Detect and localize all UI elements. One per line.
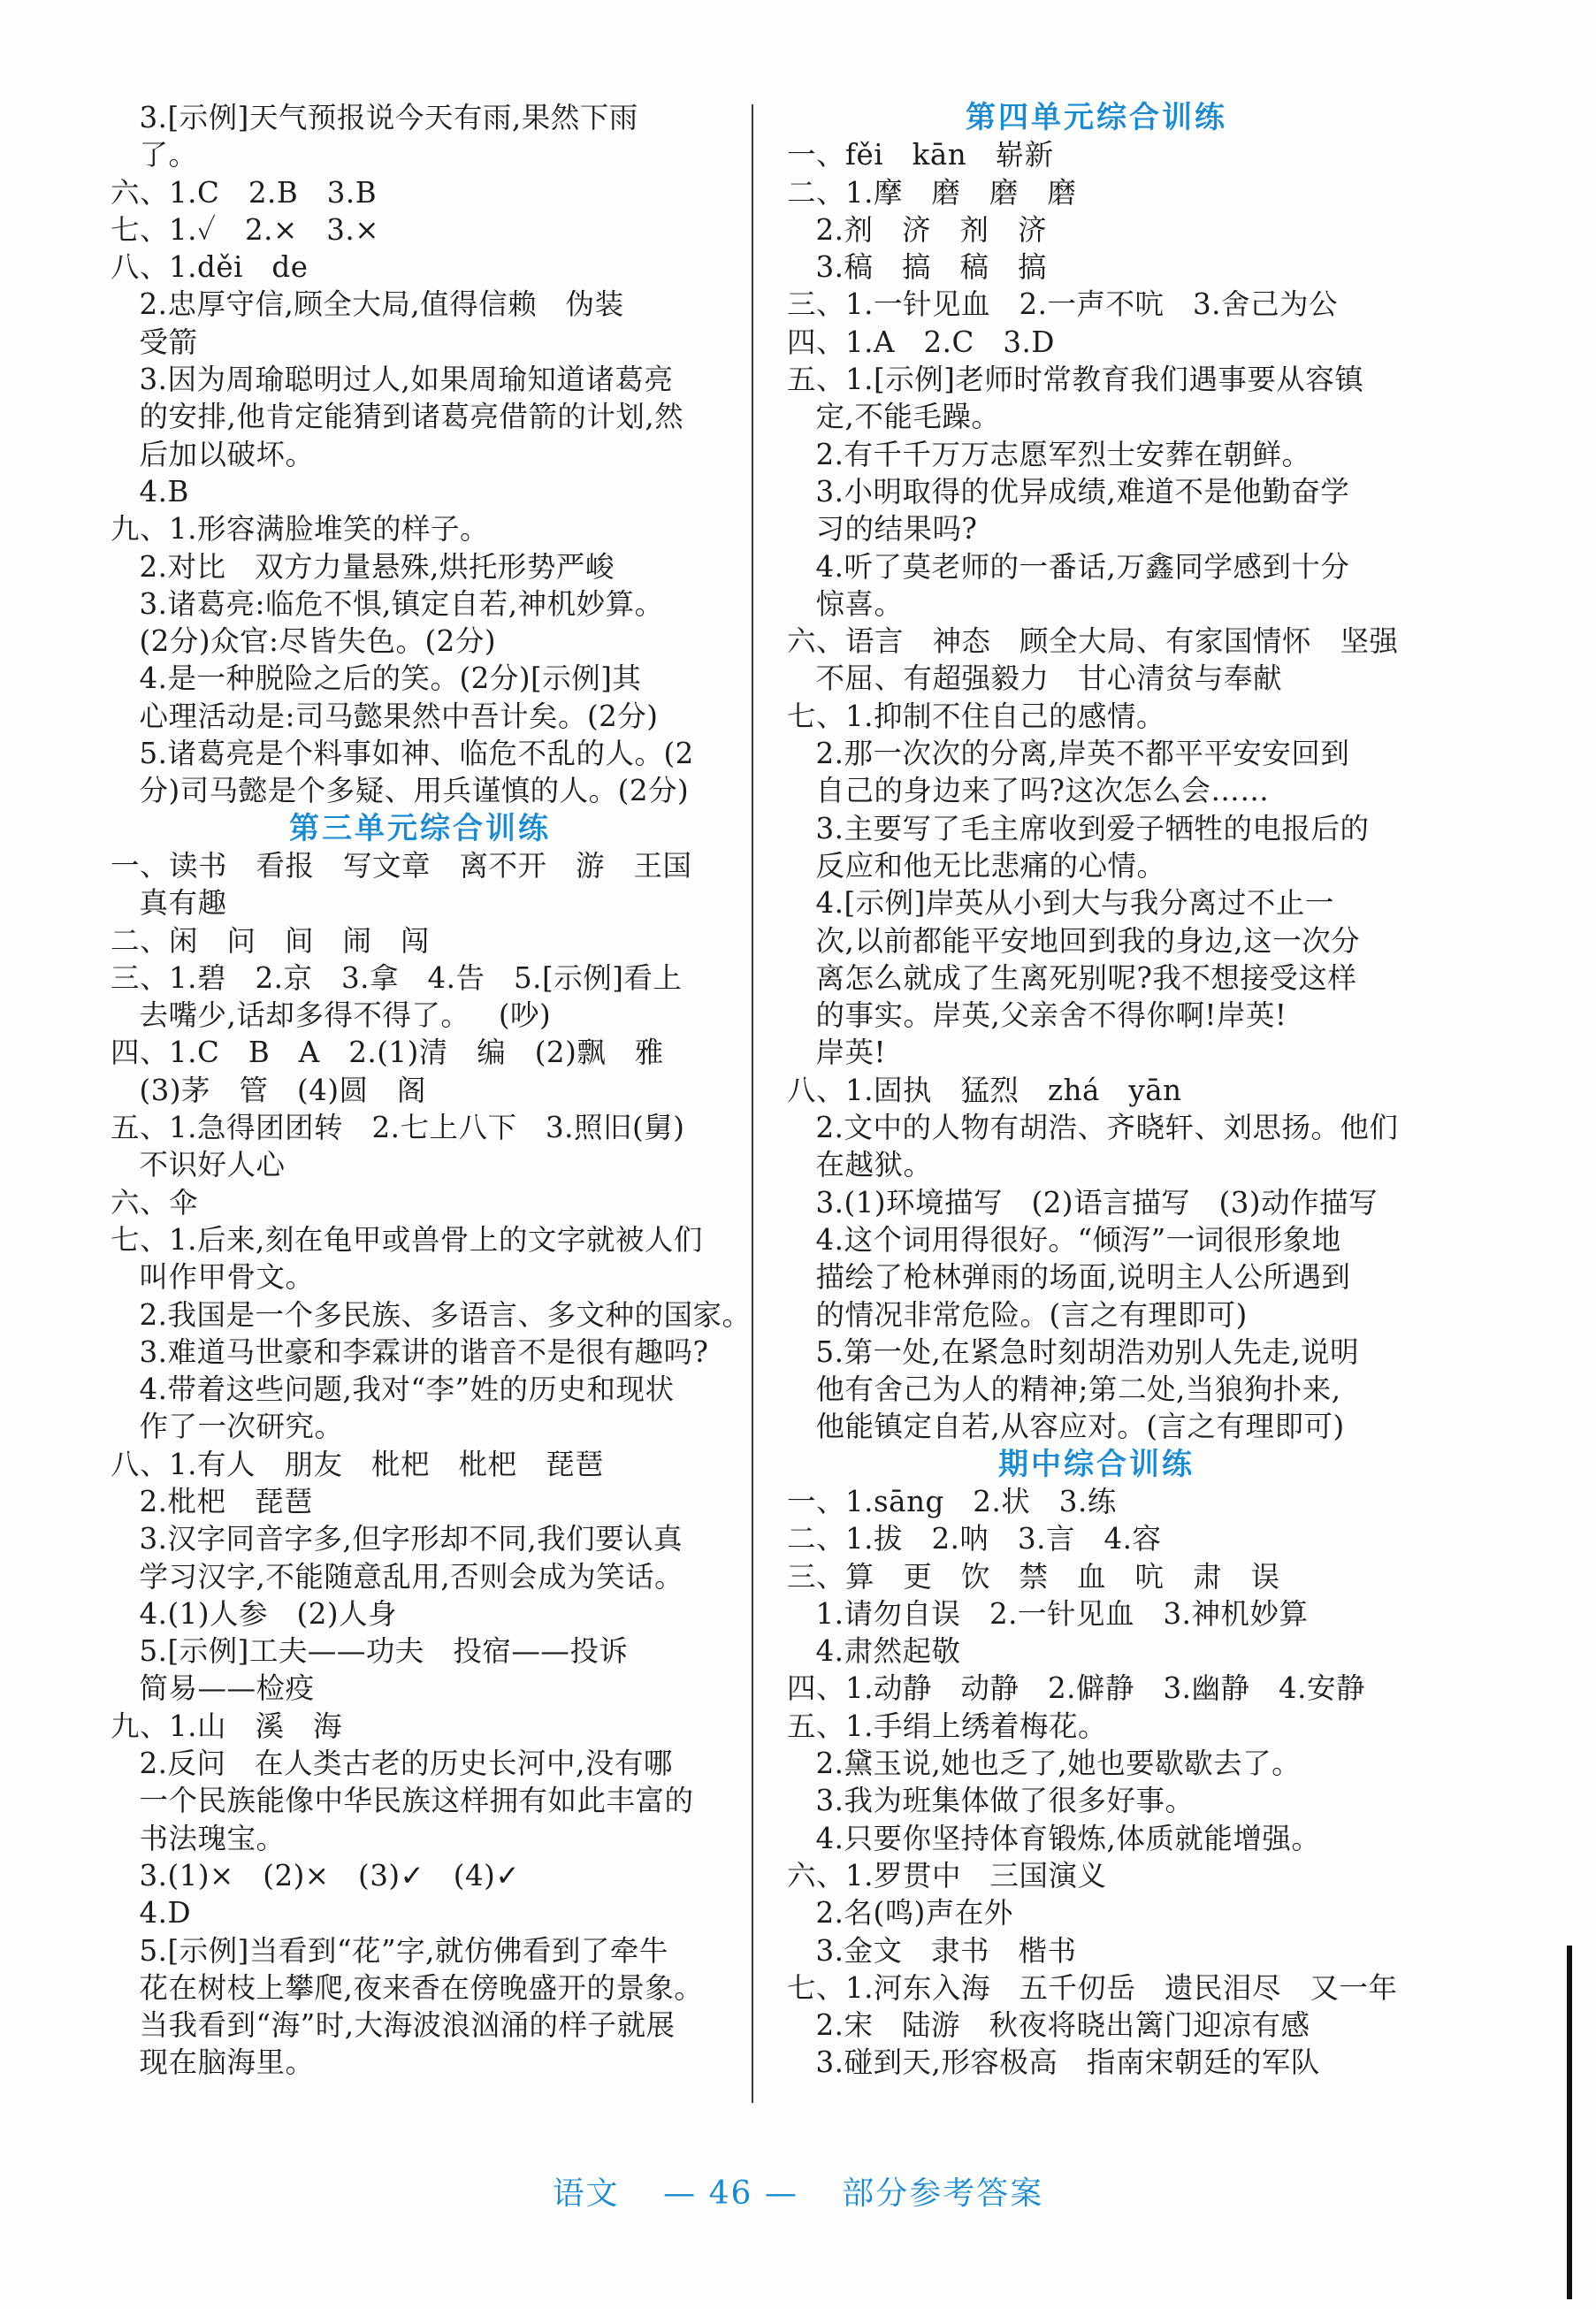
answer-line: 了。	[111, 138, 198, 172]
answer-line: 2.文中的人物有胡浩、齐晓轩、刘思扬。他们	[787, 1111, 1399, 1145]
answer-line: 习的结果吗?	[787, 512, 978, 547]
answer-line: 4.[示例]岸英从小到大与我分离过不止一	[787, 886, 1334, 921]
answer-line: 分)司马懿是个多疑、用兵谨慎的人。(2分)	[111, 774, 690, 808]
answer-line: 4.带着这些问题,我对“李”姓的历史和现状	[111, 1372, 675, 1407]
answer-line: 2.忠厚守信,顾全大局,值得信赖 伪装	[111, 287, 624, 322]
answer-line: 八、1.有人 朋友 枇杷 枇杷 琵琶	[111, 1447, 604, 1481]
answer-line: 惊喜。	[787, 586, 904, 621]
answer-line: 3.[示例]天气预报说今天有雨,果然下雨	[111, 101, 638, 134]
answer-line: 3.碰到天,形容极高 指南宋朝廷的军队	[787, 2045, 1320, 2080]
answer-line: 自己的身边来了吗?这次怎么会……	[787, 774, 1270, 808]
answer-line: 他有舍己为人的精神;第二处,当狼狗扑来,	[787, 1372, 1341, 1407]
answer-line: 4.这个词用得很好。“倾泻”一词很形象地	[787, 1222, 1341, 1257]
answer-line: 二、1.摩 磨 磨 磨	[787, 175, 1077, 210]
answer-line: (3)茅 管 (4)圆 阁	[111, 1073, 427, 1107]
left-column	[111, 99, 752, 2082]
answer-line: 五、1.急得团团转 2.七上八下 3.照旧(舅)	[111, 1111, 685, 1145]
answer-line: 不识好人心	[111, 1148, 286, 1182]
answer-line: 2.那一次次的分离,岸英不都平平安安回到	[787, 737, 1350, 771]
answer-line: 离怎么就成了生离死别呢?我不想接受这样	[787, 960, 1357, 995]
answer-line: 简易——检疫	[111, 1671, 315, 1706]
answer-line: 2.对比 双方力量悬殊,烘托形势严峻	[111, 549, 615, 584]
answer-line: 四、1.A 2.C 3.D	[787, 325, 1055, 359]
answer-line: 一、读书 看报 写文章 离不开 游 王国	[111, 848, 692, 883]
answer-line: 3.主要写了毛主席收到爱子牺牲的电报后的	[787, 811, 1370, 845]
answer-line: 一、fěi kān 崭新	[787, 138, 1054, 172]
answer-line: 二、闲 问 间 闹 闯	[111, 923, 430, 958]
answer-line: 4.是一种脱险之后的笑。(2分)[示例]其	[111, 661, 642, 696]
answer-line: 3.小明取得的优异成绩,难道不是他勤奋学	[787, 474, 1350, 508]
answer-line: 3.金文 隶书 楷书	[787, 1933, 1077, 1968]
answer-line: 七、1.后来,刻在龟甲或兽骨上的文字就被人们	[111, 1222, 703, 1257]
answer-line: 2.名(鸣)声在外	[787, 1896, 1013, 1931]
answer-line: 1.请勿自误 2.一针见血 3.神机妙算	[787, 1596, 1309, 1631]
answer-line: 五、1.手绢上绣着梅花。	[787, 1709, 1108, 1743]
answer-line: 当我看到“海”时,大海波浪汹涌的样子就展	[111, 2008, 676, 2043]
answer-line: 4.B	[111, 474, 189, 508]
answer-line: 2.反问 在人类古老的历史长河中,没有哪	[111, 1747, 673, 1781]
answer-line: 真有趣	[111, 886, 227, 921]
section-heading: 第四单元综合训练	[966, 100, 1227, 135]
answer-line: 三、算 更 饮 禁 血 吭 肃 误	[787, 1559, 1280, 1594]
answer-line: 3.难道马世豪和李霖讲的谐音不是很有趣吗?	[111, 1334, 709, 1369]
answer-line: 2.黛玉说,她也乏了,她也要歇歇去了。	[787, 1747, 1302, 1781]
answer-line: 六、1.罗贯中 三国演义	[787, 1858, 1107, 1892]
section-heading: 第三单元综合训练	[289, 810, 551, 846]
answer-line: 书法瑰宝。	[111, 1821, 286, 1855]
answer-line: 描绘了枪林弹雨的场面,说明主人公所遇到	[787, 1260, 1351, 1295]
answer-line: 受箭	[111, 325, 198, 359]
answer-line: 一、1.sāng 2.状 3.练	[787, 1484, 1117, 1518]
answer-line: 3.汉字同音字多,但字形却不同,我们要认真	[111, 1522, 683, 1556]
answer-line: 七、1.✓ 2.× 3.×	[111, 212, 379, 247]
answer-line: 四、1.动静 动静 2.僻静 3.幽静 4.安静	[787, 1671, 1366, 1706]
answer-line: 次,以前都能平安地回到我的身边,这一次分	[787, 923, 1361, 958]
column-divider	[752, 104, 753, 2103]
answer-line: 九、1.形容满脸堆笑的样子。	[111, 512, 490, 547]
answer-line: 5.[示例]当看到“花”字,就仿佛看到了牵牛	[111, 1933, 668, 1968]
answer-line: 四、1.C B A 2.(1)清 编 (2)飘 雅	[111, 1036, 664, 1070]
answer-line: 岸英!	[787, 1036, 887, 1070]
answer-line: 学习汉字,不能随意乱用,否则会成为笑话。	[111, 1559, 684, 1594]
answer-line: 2.有千千万万志愿军烈士安葬在朝鲜。	[787, 437, 1311, 471]
answer-line: 叫作甲骨文。	[111, 1260, 315, 1295]
answer-line: 三、1.碧 2.京 3.拿 4.告 5.[示例]看上	[111, 960, 683, 995]
answer-line: 3.因为周瑜聪明过人,如果周瑜知道诸葛亮	[111, 363, 674, 397]
answer-line: 二、1.拔 2.呐 3.言 4.容	[787, 1522, 1162, 1556]
answer-line: 后加以破坏。	[111, 437, 315, 471]
answer-line: 2.我国是一个多民族、多语言、多文种的国家。	[111, 1297, 752, 1332]
answer-line: 七、1.抑制不住自己的感情。	[787, 699, 1166, 733]
answer-line: 的情况非常危险。(言之有理即可)	[787, 1297, 1248, 1332]
answer-line: 九、1.山 溪 海	[111, 1709, 342, 1743]
answer-line: 不屈、有超强毅力 甘心清贫与奉献	[787, 661, 1282, 696]
answer-line: 的安排,他肯定能猜到诸葛亮借箭的计划,然	[111, 400, 684, 434]
answer-line: 5.诸葛亮是个料事如神、临危不乱的人。(2	[111, 737, 694, 771]
footer-section: 部分参考答案	[842, 2175, 1044, 2212]
answer-line: 3.(1)× (2)× (3)✓ (4)✓	[111, 1858, 521, 1892]
answer-line: 2.剂 济 剂 济	[787, 212, 1047, 247]
footer-page-number: — 46 —	[663, 2175, 798, 2212]
answer-line: 2.宋 陆游 秋夜将晓出篱门迎凉有感	[787, 2008, 1310, 2043]
answer-line: 花在树枝上攀爬,夜来香在傍晚盛开的景象。	[111, 1970, 704, 2005]
answer-line: (2分)众官:尽皆失色。(2分)	[111, 624, 497, 659]
answer-line: 4.只要你坚持体育锻炼,体质就能增强。	[787, 1821, 1321, 1855]
section-heading: 期中综合训练	[998, 1446, 1195, 1482]
answer-line: 心理活动是:司马懿果然中吾计矣。(2分)	[111, 699, 659, 733]
answer-line: 3.诸葛亮:临危不惧,镇定自若,神机妙算。	[111, 586, 664, 621]
answer-line: 六、伞	[111, 1185, 199, 1219]
answer-line: 一个民族能像中华民族这样拥有如此丰富的	[111, 1784, 694, 1818]
answer-line: 5.第一处,在紧急时刻胡浩劝别人先走,说明	[787, 1334, 1360, 1369]
answer-line: 3.(1)环境描写 (2)语言描写 (3)动作描写	[787, 1185, 1378, 1219]
answer-line: 六、语言 神态 顾全大局、有家国情怀 坚强	[787, 624, 1399, 659]
answer-line: 八、1.固执 猛烈 zhá yān	[787, 1073, 1182, 1107]
answer-line: 的事实。岸英,父亲舍不得你啊!岸英!	[787, 998, 1287, 1033]
answer-line: 3.我为班集体做了很多好事。	[787, 1784, 1195, 1818]
answer-line: 反应和他无比悲痛的心情。	[787, 848, 1166, 883]
right-column	[787, 99, 1406, 2082]
answer-line: 八、1.děi de	[111, 250, 309, 285]
answer-line: 4.听了莫老师的一番话,万鑫同学感到十分	[787, 549, 1350, 584]
answer-line: 4.肃然起敬	[787, 1634, 961, 1669]
answer-line: 3.稿 搞 稿 搞	[787, 250, 1047, 285]
page-footer	[0, 2168, 1596, 2213]
answer-line: 4.D	[111, 1896, 192, 1931]
answer-line: 七、1.河东入海 五千仞岳 遗民泪尽 又一年	[787, 1970, 1398, 2005]
answer-line: 他能镇定自若,从容应对。(言之有理即可)	[787, 1410, 1345, 1444]
answer-line: 5.[示例]工夫——功夫 投宿——投诉	[111, 1634, 629, 1669]
answer-line: 三、1.一针见血 2.一声不吭 3.舍己为公	[787, 287, 1339, 322]
answer-line: 六、1.C 2.B 3.B	[111, 175, 378, 210]
answer-line: 在越狱。	[787, 1148, 933, 1182]
answer-line: 作了一次研究。	[111, 1410, 344, 1444]
page-edge-rule	[1567, 1946, 1572, 2299]
answer-line: 定,不能毛躁。	[787, 400, 1001, 434]
answer-line: 五、1.[示例]老师时常教育我们遇事要从容镇	[787, 363, 1364, 397]
footer-subject: 语文	[552, 2175, 620, 2212]
answer-line: 去嘴少,话却多得不得了。 (吵)	[111, 998, 552, 1033]
answer-line: 现在脑海里。	[111, 2045, 315, 2080]
answer-line: 4.(1)人参 (2)人身	[111, 1596, 398, 1631]
answer-line: 2.枇杷 琵琶	[111, 1484, 313, 1518]
